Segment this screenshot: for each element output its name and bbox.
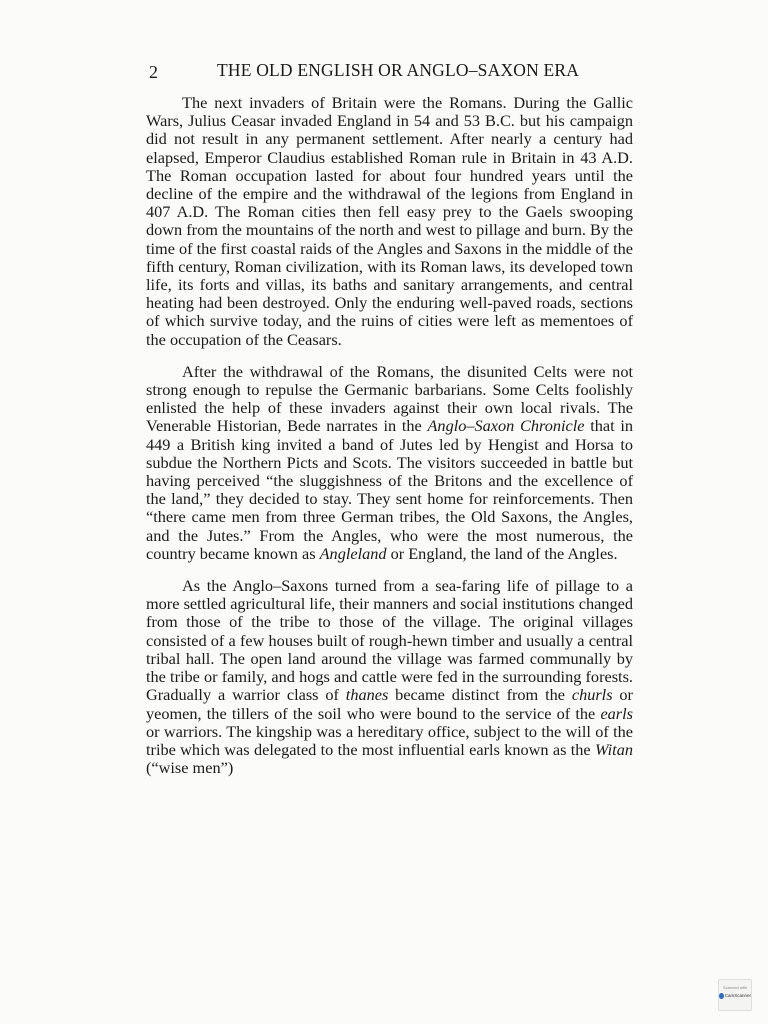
text-segment: that in 449 a British king invited a band of Jutes led by Hengist and Horsa to subdue the Northern Picts and Scots. The visitors succeeded in battle but having perceived “the sluggishness of the Britons and the excellence of the land,” they decided to stay. They sent home for reinforcements. Then “there came men from three German tribes, the Old Saxons, the Angles, and the Jutes.” From the Angles, who were the most numerous, the country became known as bbox=[146, 416, 634, 563]
paragraph-3 bbox=[146, 577, 633, 777]
paragraph-1 bbox=[146, 94, 633, 349]
italic-term: Witan bbox=[595, 739, 633, 759]
paragraph-2 bbox=[146, 363, 633, 563]
italic-term: Angleland bbox=[319, 543, 387, 563]
italic-term: Anglo–Saxon Chronicle bbox=[427, 416, 585, 436]
text-segment: became distinct from the bbox=[388, 685, 572, 705]
text-segment: or yeomen, the tillers of the soil who were bound to the service of the bbox=[146, 685, 633, 723]
page-number: 2 bbox=[149, 62, 158, 82]
text-segment: (“wise men”) bbox=[146, 758, 234, 778]
italic-term: earls bbox=[600, 703, 633, 723]
italic-term: thanes bbox=[345, 685, 389, 705]
camscanner-logo-icon bbox=[719, 993, 724, 999]
scanner-watermark bbox=[718, 979, 752, 1011]
scanner-caption: Scanned with bbox=[722, 985, 747, 990]
text-segment: As the Anglo–Saxons turned from a sea-faring life of pillage to a more settled agricultural life, their manners and social institutions changed from those of the tribe to those of the village. The original villages consisted of a few houses built of rough-hewn timber and usually a central tribal hall. The open land around the village was farmed communally by the tribe or family, and hogs and cattle were fed in the surrounding forests. Gradually a warrior class of bbox=[146, 576, 633, 705]
text-segment: After the withdrawal of the Romans, the disunited Celts were not strong enough to repulse the Germanic barbarians. Some Celts foolishly enlisted the help of these invaders against their own local rivals. The Venerable Historian, Bede narrates in the bbox=[146, 361, 633, 436]
text-segment: or warriors. The kingship was a hereditary office, subject to the will of the tribe which was delegated to the most influential earls known as the bbox=[146, 721, 633, 759]
scanner-brand bbox=[719, 993, 751, 999]
italic-term: churls bbox=[571, 685, 613, 705]
page-header bbox=[145, 56, 635, 84]
body-text bbox=[146, 94, 633, 791]
text-segment: The next invaders of Britain were the Romans. During the Gallic Wars, Julius Ceasar invaded England in 54 and 53 B.C. but his campaign did not result in any permanent settlement. After nearly a century had elapsed, Emperor Claudius established Roman rule in Britain in 43 A.D. The Roman occupation lasted for about four hundred years until the decline of the empire and the withdrawal of the legions from England in 407 A.D. The Roman cities then fell easy prey to the Gaels swooping down from the mountains of the north and west to pillage and burn. By the time of the first coastal raids of the Angles and Saxons in the middle of the fifth century, Roman civilization, with its Roman laws, its developed town life, its forts and villas, its baths and sanitary arrangements, and central heating had been destroyed. Only the enduring well-paved roads, sections of which survive today, and the ruins of cities were left as mementoes of the occupation of the Ceasars. bbox=[146, 93, 633, 349]
text-segment: or England, the land of the Angles. bbox=[386, 543, 618, 563]
running-head: THE OLD ENGLISH OR ANGLO–SAXON ERA bbox=[217, 60, 580, 80]
scanner-brand-name: CamScanner bbox=[724, 993, 751, 998]
